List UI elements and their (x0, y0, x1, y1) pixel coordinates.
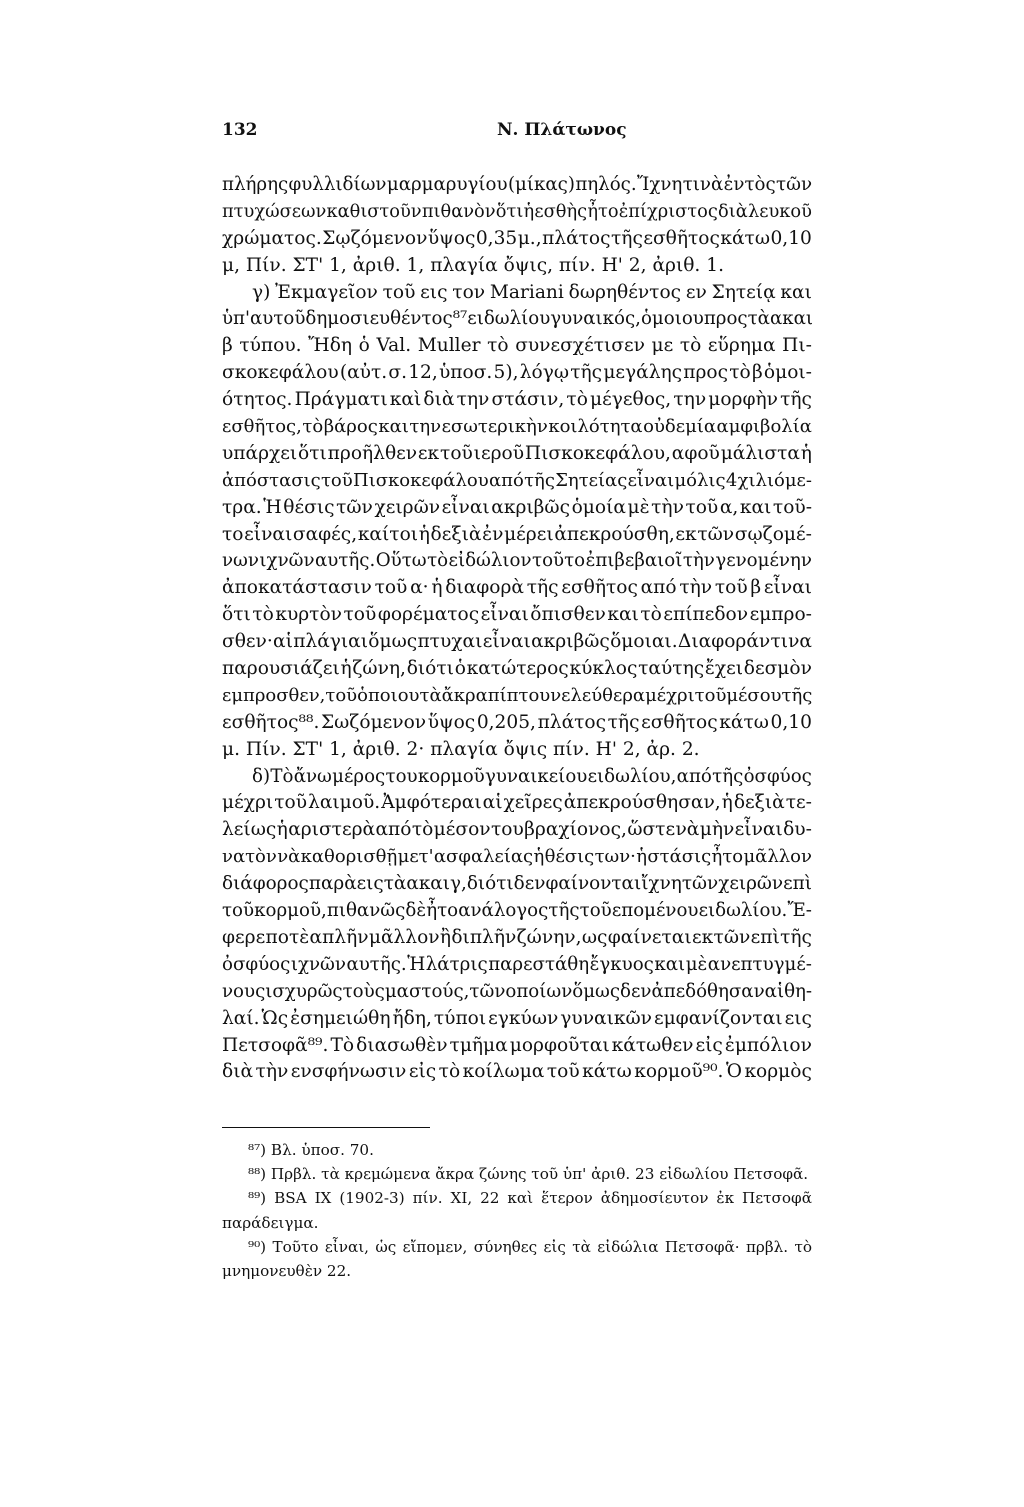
footnote-line: παράδειγμα. (222, 1213, 319, 1232)
body-line: εσθῆτος, τὸ βάρος και την εσωτερικὴν κοιλότητα οὐδεμία αμφιβολία (222, 416, 812, 438)
footnote-line: ⁹⁰) Τοῦτο εἶναι, ὡς εἴπομεν, σύνηθες εἰς τὰ εἰδώλια Πετσοφᾶ· πρβλ. τὸ (248, 1237, 812, 1256)
footnote-line: ⁸⁹) BSA IX (1902-3) πίν. XI, 22 καὶ ἕτερον ἀδημοσίευτον ἐκ Πετσοφᾶ (248, 1189, 812, 1208)
footnote-rule (222, 1127, 430, 1128)
footnote-line: ⁸⁷) Βλ. ὑποσ. 70. (248, 1141, 374, 1159)
page-number: 132 (222, 120, 258, 140)
footnote-line: μνημονευθὲν 22. (222, 1261, 352, 1280)
body-line: νους ισχυρῶς τοὺς μαστούς, τῶν οποίων ὅμως δεν ἀπεδόθησαν αἱ θη- (222, 980, 813, 1002)
body-line: σκοκεφάλου (αὐτ. σ. 12, ὑποσ. 5), λόγῳ τῆς μεγάλης προς τὸ β ὁμοι- (222, 362, 812, 384)
body-line: λείως ἡ αριστερὰ από τὸ μέσον του βραχίονος, ὥστε νὰ μὴν εἶναι δυ- (222, 819, 812, 841)
body-line: Πετσοφᾶ⁸⁹. Τὸ διασωθὲν τμῆμα μορφοῦται κάτωθεν εἰς ἐμπόλιον (222, 1034, 812, 1056)
body-line: νατὸν νὰ καθορισθῇ μετ' ασφαλείας ἡ θέσις των· ἡ στάσις ἦτο μᾶλλον (222, 846, 812, 868)
body-line: διὰ τὴν ενσφήνωσιν εἰς τὸ κοίλωμα τοῦ κάτω κορμοῦ⁹⁰. Ὁ κορμὸς (222, 1061, 812, 1083)
body-line: δ) Τὸ ἄνω μέρος του κορμοῦ γυναικείου ειδωλίου, από τῆς ὀσφύος (252, 765, 812, 787)
running-title: Ν. Πλάτωνος (497, 120, 627, 140)
footnotes (222, 1138, 812, 1283)
body-line: εσθῆτος⁸⁸. Σωζόμενον ὕψος 0,205, πλάτος τῆς εσθῆτος κάτω 0,10 (222, 711, 812, 733)
body-line: πλήρης φυλλιδίων μαρμαρυγίου (μίκας) πηλός. Ἴχνη τινὰ ἐντὸς τῶν (222, 174, 812, 195)
footnote-line: ⁸⁸) Πρβλ. τὰ κρεμώμενα ἄκρα ζώνης τοῦ ὑπ' ἀριθ. 23 εἰδωλίου Πετσοφᾶ. (248, 1165, 809, 1184)
body-line: διάφορος παρὰ εις τὰ α και γ, διότι δεν φαίνονται ἴχνη τῶν χειρῶν επὶ (222, 873, 812, 895)
body-line: παρουσιάζει ἡ ζώνη, διότι ὁ κατώτερος κύκλος ταύτης ἔχει δεσμὸν (222, 658, 812, 680)
body-line: μέχρι τοῦ λαιμοῦ. Ἀμφότεραι αἱ χεῖρες ἀπεκρούσθησαν, ἡ δεξιὰ τε- (222, 792, 812, 814)
body-line: λαί. Ὡς ἐσημειώθη ἤδη, τύποι εγκύων γυναικῶν εμφανίζονται εις (222, 1007, 812, 1029)
body-line: τοῦ κορμοῦ, πιθανῶς δὲ ἦτο ανάλογος τῆς τοῦ επομένου ειδωλίου. Ἔ- (222, 900, 812, 922)
body-text (222, 172, 812, 1086)
body-line: ἀπόστασις τοῦ Πισκοκεφάλου από τῆς Σητείας εἶναι μόλις 4 χιλιόμε- (222, 469, 812, 491)
body-line: νων ιχνῶν αυτῆς. Οὕτω τὸ εἰδώλιον τοῦτο ἐπιβεβαιοῖ τὴν γενομένην (222, 550, 812, 572)
body-line: φερε ποτὲ απλῆν μᾶλλον ἢ διπλῆν ζώνην, ως φαίνεται εκ τῶν επὶ τῆς (222, 926, 812, 948)
body-line: χρώματος. Σῳζόμενον ὕψος 0,35 μ., πλάτος τῆς εσθῆτος κάτω 0,10 (222, 227, 812, 249)
body-line: β τύπου. Ἤδη ὁ Val. Muller τὸ συνεσχέτισεν με τὸ εὕρημα Πι- (222, 335, 812, 357)
body-line: πτυχώσεων καθιστοῦν πιθανὸν ὅτι ἡ εσθὴς ἦτο ἐπίχριστος διὰ λευκοῦ (222, 200, 812, 222)
body-line: ἀποκατάστασιν τοῦ α· ἡ διαφορὰ τῆς εσθῆτος από τὴν τοῦ β εἶναι (222, 577, 812, 599)
body-line: υπάρχει ὅτι προῆλθεν εκ τοῦ ιεροῦ Πισκοκεφάλου, αφοῦ μάλιστα ἡ (222, 442, 812, 464)
body-line: μ. Πίν. ΣΤ' 1, ἀριθ. 2· πλαγία ὄψις πίν. Η' 2, ἀρ. 2. (222, 738, 700, 760)
body-line: ὑπ' αυτοῦ δημοσιευθέντος⁸⁷ ειδωλίου γυναικός, ὁμοιου προς τὰ α και (222, 308, 814, 330)
body-line: μ, Πίν. ΣΤ' 1, ἀριθ. 1, πλαγία ὄψις, πίν. Η' 2, ἀριθ. 1. (222, 254, 724, 276)
body-line: εμπροσθεν, τοῦ ὁποιου τὰ ἄκρα πίπτουν ελεύθερα μέχρι τοῦ μέσου τῆς (222, 684, 813, 706)
body-line: τρα. Ἡ θέσις τῶν χειρῶν εἶναι ακριβῶς ὁμοία μὲ τὴν τοῦ α, και τοῦ- (222, 496, 812, 518)
body-line: γ) Ἐκμαγεῖον τοῦ εις τον Mariani δωρηθέντος εν Σητείᾳ και (252, 281, 812, 303)
body-line: το εἶναι σαφές, καίτοι ἡ δεξιὰ ἐν μέρει ἀπεκρούσθη, εκ τῶν σῳζομέ- (222, 523, 812, 545)
body-line: ὀσφύος ιχνῶν αυτῆς. Ἡ λάτρις παρεστάθη ἔγκυος και μὲ ανεπτυγμέ- (222, 953, 812, 975)
body-line: ὅτι τὸ κυρτὸν τοῦ φορέματος εἶναι ὄπισθεν και τὸ επίπεδον εμπρο- (222, 604, 812, 626)
body-line: ότητος. Πράγματι καὶ διὰ την στάσιν, τὸ μέγεθος, την μορφὴν τῆς (222, 389, 812, 411)
body-line: σθεν· αἱ πλάγιαι ὅμως πτυχαι εἶναι ακριβῶς ὅμοιαι. Διαφοράν τινα (222, 631, 812, 653)
